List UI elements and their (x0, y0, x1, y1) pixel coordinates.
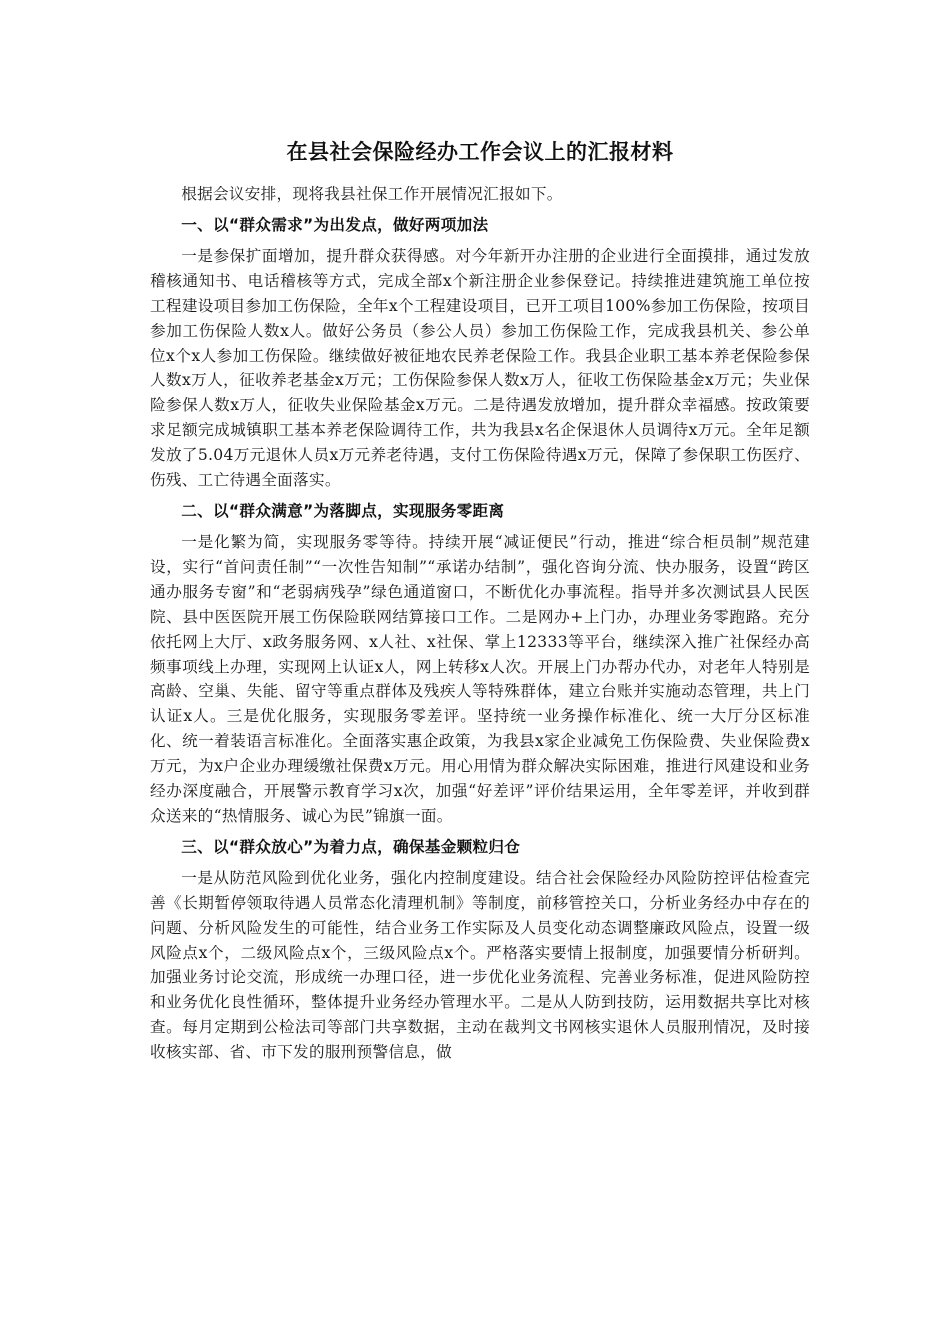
section-heading-1: 一、以“群众需求”为出发点，做好两项加法 (181, 215, 489, 234)
section-heading-3: 三、以“群众放心”为着力点，确保基金颗粒归仓 (181, 837, 521, 856)
section-heading-2: 二、以“群众满意”为落脚点，实现服务零距离 (181, 501, 505, 520)
document-title: 在县社会保险经办工作会议上的汇报材料 (286, 140, 674, 164)
section-body-1: 一是参保扩面增加，提升群众获得感。对今年新开办注册的企业进行全面摸排，通过发放稽核通知书、电话稽核等方式，完成全部x个新注册企业参保登记。持续推进建筑施工单位按工程建设项目参加工伤保险，全年x个工程建设项目，已开工项目100%参加工伤保险，按项目参加工伤保险人数x人。做好公务员（参公人员）参加工伤保险工作，完成我县机关、参公单位x个x人参加工伤保险。继续做好被征地农民养老保险工作。我县企业职工基本养老保险参保人数x万人，征收养老基金x万元；工伤保险参保人数x万人，征收工伤保险基金x万元；失业保险参保人数x万人，征收失业保险基金x万元。二是待遇发放增加，提升群众幸福感。按政策要求足额完成城镇职工基本养老保险调待工作，共为我县x名企保退休人员调待x万元。全年足额发放了5.04万元退休人员x万元养老待遇，支付工伤保险待遇x万元，保障了参保职工伤医疗、伤残、工亡待遇全面落实。 (150, 246, 810, 490)
document-body (150, 132, 810, 1065)
section-body-2: 一是化繁为简，实现服务零等待。持续开展“减证便民”行动，推进“综合柜员制”规范建设，实行“首问责任制”“一次性告知制”“承诺办结制”，强化咨询分流、快办服务，设置“跨区通办服务专窗”和“老弱病残孕”绿色通道窗口，不断优化办事流程。指导并多次测试县人民医院、县中医医院开展工伤保险联网结算接口工作。二是网办+上门办，办理业务零跑路。充分依托网上大厅、x政务服务网、x人社、x社保、掌上12333等平台，继续深入推广社保经办高频事项线上办理，实现网上认证x人，网上转移x人次。开展上门办帮办代办，对老年人特别是高龄、空巢、失能、留守等重点群体及残疾人等特殊群体，建立台账并实施动态管理，共上门认证x人。三是优化服务，实现服务零差评。坚持统一业务操作标准化、统一大厅分区标准化、统一着装语言标准化。全面落实惠企政策，为我县x家企业减免工伤保险费、失业保险费x万元，为x户企业办理缓缴社保费x万元。用心用情为群众解决实际困难，推进行风建设和业务经办深度融合，开展警示教育学习x次，加强“好差评”评价结果运用，全年零差评，并收到群众送来的“热情服务、诚心为民”锦旗一面。 (150, 532, 810, 825)
section-body-3: 一是从防范风险到优化业务，强化内控制度建设。结合社会保险经办风险防控评估检查完善《长期暂停领取待遇人员常态化清理机制》等制度，前移管控关口，分析业务经办中存在的问题、分析风险发生的可能性，结合业务工作实际及人员变化动态调整廉政风险点，设置一级风险点x个，二级风险点x个，三级风险点x个。严格落实要情上报制度，加强要情分析研判。加强业务讨论交流，形成统一办理口径，进一步优化业务流程、完善业务标准，促进风险防控和业务优化良性循环，整体提升业务经办管理水平。二是从人防到技防，运用数据共享比对核查。每月定期到公检法司等部门共享数据，主动在裁判文书网核实退休人员服刑情况，及时接收核实部、省、市下发的服刑预警信息，做 (150, 868, 810, 1062)
intro-paragraph: 根据会议安排，现将我县社保工作开展情况汇报如下。 (181, 185, 563, 203)
